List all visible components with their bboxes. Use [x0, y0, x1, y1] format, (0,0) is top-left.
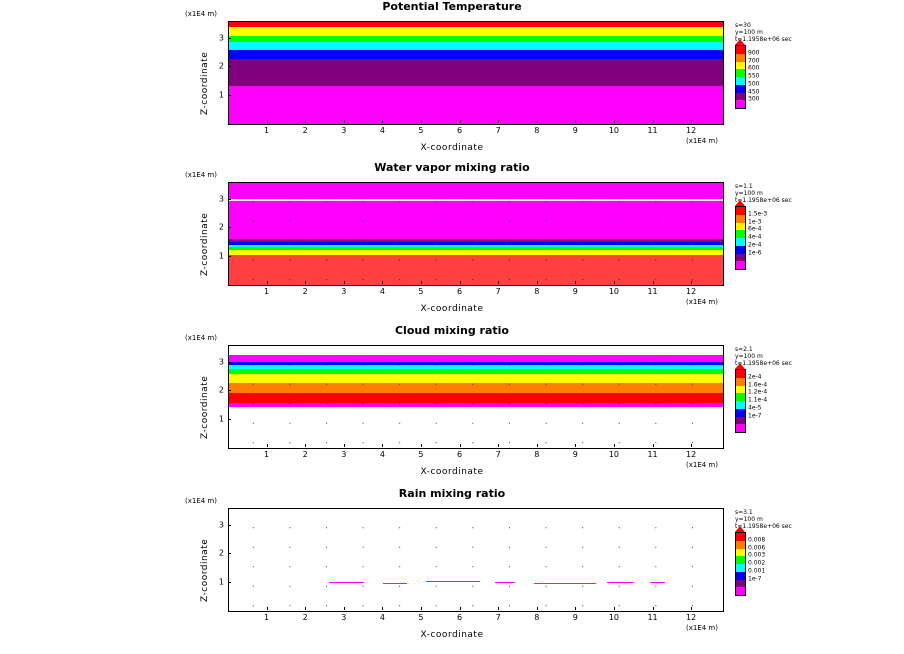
x-tick-label: 8 [534, 613, 540, 622]
x-tick-mark [653, 607, 654, 610]
x-units-label: (x1E4 m) [686, 461, 718, 469]
colorbar-label: 1.2e-4 [748, 388, 768, 396]
colorbar-label: 700 [748, 57, 760, 64]
y-tick-label: 3 [218, 520, 224, 530]
x-tick-label: 6 [457, 450, 463, 459]
colorbar-label: 0.002 [748, 559, 766, 567]
colorbar-label: 550 [748, 72, 760, 80]
x-tick-mark [691, 607, 692, 610]
colorbar-label: 1e-6 [748, 249, 762, 256]
colorbar-label: 1e-7 [748, 575, 762, 582]
x-tick-label: 10 [608, 613, 620, 622]
rain-streak [495, 582, 514, 583]
x-tick-label: 10 [608, 450, 620, 459]
x-tick-label: 8 [534, 126, 540, 135]
x-tick-mark [614, 120, 615, 123]
x-tick-label: 11 [647, 450, 658, 459]
legend-annotation: y=100 m [735, 353, 763, 360]
contour-band [229, 59, 723, 86]
x-tick-label: 5 [418, 613, 424, 622]
x-tick-mark [614, 281, 615, 284]
x-tick-mark [267, 120, 268, 123]
x-tick-label: 11 [647, 287, 658, 296]
chart-title: Potential Temperature [382, 0, 522, 13]
plot-area [228, 182, 724, 286]
legend-annotation: y=100 m [735, 29, 763, 36]
colorbar-label: 2e-4 [748, 373, 762, 381]
y-tick-mark [228, 390, 231, 391]
y-tick-mark [228, 199, 231, 200]
x-tick-label: 12 [686, 287, 697, 296]
y-tick-mark [228, 553, 231, 554]
x-tick-mark [575, 120, 576, 123]
x-units-label: (x1E4 m) [686, 624, 718, 632]
x-tick-mark [614, 444, 615, 447]
y-tick-mark [228, 66, 231, 67]
x-tick-label: 6 [457, 613, 463, 622]
colorbar-segment [736, 424, 745, 432]
x-tick-label: 9 [572, 126, 578, 135]
plot-area [228, 508, 724, 612]
x-tick-mark [537, 281, 538, 284]
colorbar-label: 1.6e-4 [748, 381, 768, 388]
x-tick-mark [691, 444, 692, 447]
x-tick-mark [267, 444, 268, 447]
x-tick-mark [305, 120, 306, 123]
x-tick-label: 12 [686, 613, 697, 622]
y-tick-mark [228, 419, 231, 420]
x-tick-mark [498, 120, 499, 123]
y-tick-mark [228, 227, 231, 228]
x-tick-mark [460, 607, 461, 610]
x-tick-label: 6 [457, 287, 463, 296]
x-tick-label: 8 [534, 287, 540, 296]
chart-title: Cloud mixing ratio [394, 324, 509, 337]
legend-annotation: t=1.1958e+06 sec [735, 36, 792, 43]
x-tick-mark [305, 281, 306, 284]
y-tick-label: 1 [218, 414, 224, 424]
colorbar-label: 0.001 [748, 567, 766, 575]
x-tick-mark [421, 281, 422, 284]
x-tick-mark [498, 607, 499, 610]
x-axis-label: X-coordinate [420, 467, 484, 477]
legend-annotation: s=3.1 [735, 509, 753, 516]
y-axis-label: Z-coordinate [200, 375, 210, 439]
x-tick-label: 9 [572, 287, 578, 296]
x-tick-mark [537, 120, 538, 123]
x-tick-mark [653, 444, 654, 447]
legend-annotation: y=100 m [735, 190, 763, 197]
x-tick-label: 3 [341, 450, 347, 459]
x-tick-mark [421, 120, 422, 123]
x-tick-mark [498, 444, 499, 447]
x-tick-mark [575, 607, 576, 610]
x-tick-label: 3 [341, 613, 347, 622]
y-tick-label: 2 [218, 222, 224, 232]
x-tick-mark [421, 607, 422, 610]
x-tick-mark [305, 607, 306, 610]
dot-grid [229, 346, 723, 448]
x-axis-label: X-coordinate [420, 304, 484, 314]
colorbar-label: 0.003 [748, 551, 766, 559]
dot-grid [229, 509, 723, 611]
colorbar-label: 1.5e-3 [748, 210, 768, 218]
x-tick-mark [460, 281, 461, 284]
y-tick-label: 1 [218, 90, 224, 100]
x-tick-mark [691, 281, 692, 284]
x-tick-label: 8 [534, 450, 540, 459]
x-tick-label: 3 [341, 287, 347, 296]
x-tick-label: 3 [341, 126, 347, 135]
x-tick-label: 7 [495, 126, 501, 135]
y-tick-label: 3 [218, 357, 224, 367]
colorbar-label: 4e-5 [748, 404, 762, 412]
colorbar-label: 500 [748, 80, 760, 88]
plot-area [228, 345, 724, 449]
x-tick-label: 4 [379, 613, 385, 622]
colorbar-label: 900 [748, 49, 760, 57]
x-tick-mark [305, 444, 306, 447]
x-tick-label: 2 [302, 613, 308, 622]
x-tick-label: 2 [302, 450, 308, 459]
y-axis-label: Z-coordinate [200, 538, 210, 602]
legend-annotation: y=100 m [735, 516, 763, 523]
colorbar-label: 2e-4 [748, 241, 762, 249]
x-tick-mark [382, 281, 383, 284]
x-tick-label: 12 [686, 450, 697, 459]
colorbar [735, 206, 746, 270]
legend-annotation: t=1.1958e+06 sec [735, 523, 792, 530]
x-tick-mark [575, 281, 576, 284]
dot-grid [229, 183, 723, 285]
rain-streak [329, 582, 364, 583]
colorbar-label: 1e-3 [748, 218, 762, 225]
x-tick-mark [344, 120, 345, 123]
colorbar [735, 369, 746, 433]
legend-annotation: s=2.1 [735, 346, 753, 353]
x-tick-label: 1 [264, 450, 270, 459]
x-tick-label: 1 [264, 126, 270, 135]
x-tick-label: 2 [302, 126, 308, 135]
y-tick-mark [228, 582, 231, 583]
x-tick-label: 11 [647, 126, 658, 135]
colorbar-label: 600 [748, 64, 760, 72]
y-tick-mark [228, 362, 231, 363]
colorbar-label: 0.006 [748, 544, 766, 551]
x-tick-label: 7 [495, 450, 501, 459]
x-tick-label: 10 [608, 126, 620, 135]
y-tick-label: 2 [218, 548, 224, 558]
x-axis-label: X-coordinate [420, 630, 484, 640]
x-tick-label: 9 [572, 450, 578, 459]
legend-annotation: t=1.1958e+06 sec [735, 197, 792, 204]
x-tick-label: 1 [264, 287, 270, 296]
y-tick-label: 1 [218, 251, 224, 261]
x-tick-mark [421, 444, 422, 447]
x-tick-label: 2 [302, 287, 308, 296]
y-tick-label: 3 [218, 194, 224, 204]
rain-streak [607, 582, 634, 583]
y-tick-label: 2 [218, 385, 224, 395]
x-tick-mark [575, 444, 576, 447]
x-tick-label: 12 [686, 126, 697, 135]
plot-area [228, 21, 724, 125]
colorbar [735, 45, 746, 109]
rain-streak [426, 581, 480, 582]
rain-streak [383, 583, 406, 584]
y-units-label: (x1E4 m) [185, 171, 217, 179]
chart-panel [0, 161, 904, 322]
y-units-label: (x1E4 m) [185, 10, 217, 18]
colorbar-label: 0.008 [748, 536, 766, 544]
chart-panel [0, 487, 904, 648]
y-tick-mark [228, 38, 231, 39]
x-tick-label: 7 [495, 613, 501, 622]
y-axis-label: Z-coordinate [200, 212, 210, 276]
x-tick-label: 4 [379, 450, 385, 459]
rain-streak [650, 582, 665, 583]
x-tick-mark [614, 607, 615, 610]
legend-annotation: s=30 [735, 22, 751, 29]
y-tick-label: 3 [218, 33, 224, 43]
colorbar-segment [736, 587, 745, 595]
x-tick-label: 4 [379, 287, 385, 296]
y-tick-mark [228, 525, 231, 526]
x-tick-label: 11 [647, 613, 658, 622]
y-tick-label: 2 [218, 61, 224, 71]
x-tick-mark [460, 444, 461, 447]
x-tick-label: 9 [572, 613, 578, 622]
x-tick-label: 7 [495, 287, 501, 296]
x-tick-mark [344, 607, 345, 610]
chart-title: Water vapor mixing ratio [374, 161, 530, 174]
y-tick-label: 1 [218, 577, 224, 587]
colorbar-label: 1e-7 [748, 412, 762, 419]
colorbar-label: 1.1e-4 [748, 396, 768, 404]
x-tick-mark [267, 607, 268, 610]
x-tick-mark [344, 444, 345, 447]
x-tick-label: 5 [418, 450, 424, 459]
x-tick-mark [344, 281, 345, 284]
colorbar-segment [736, 261, 745, 269]
x-tick-mark [653, 120, 654, 123]
x-tick-mark [691, 120, 692, 123]
x-tick-mark [537, 607, 538, 610]
x-tick-mark [653, 281, 654, 284]
x-tick-mark [267, 281, 268, 284]
x-tick-mark [460, 120, 461, 123]
x-tick-label: 6 [457, 126, 463, 135]
y-units-label: (x1E4 m) [185, 497, 217, 505]
colorbar-label: 450 [748, 88, 760, 95]
x-units-label: (x1E4 m) [686, 298, 718, 306]
x-tick-mark [382, 607, 383, 610]
legend-annotation: t=1.1958e+06 sec [735, 360, 792, 367]
chart-panel [0, 324, 904, 485]
x-tick-mark [382, 120, 383, 123]
colorbar-label: 300 [748, 95, 760, 103]
chart-panel [0, 0, 904, 161]
chart-title: Rain mixing ratio [398, 487, 506, 500]
y-units-label: (x1E4 m) [185, 334, 217, 342]
y-axis-label: Z-coordinate [200, 51, 210, 115]
y-tick-mark [228, 256, 231, 257]
x-tick-label: 10 [608, 287, 620, 296]
colorbar-label: 4e-4 [748, 233, 762, 241]
colorbar-label: 6e-4 [748, 225, 762, 233]
x-units-label: (x1E4 m) [686, 137, 718, 145]
rain-streak [534, 583, 596, 584]
x-tick-label: 5 [418, 287, 424, 296]
x-tick-label: 4 [379, 126, 385, 135]
x-tick-mark [498, 281, 499, 284]
x-tick-label: 1 [264, 613, 270, 622]
x-tick-mark [382, 444, 383, 447]
contour-band [229, 86, 723, 125]
colorbar [735, 532, 746, 596]
colorbar-segment [736, 100, 745, 108]
legend-annotation: s=1.1 [735, 183, 753, 190]
x-axis-label: X-coordinate [420, 143, 484, 153]
x-tick-mark [537, 444, 538, 447]
x-tick-label: 5 [418, 126, 424, 135]
y-tick-mark [228, 95, 231, 96]
